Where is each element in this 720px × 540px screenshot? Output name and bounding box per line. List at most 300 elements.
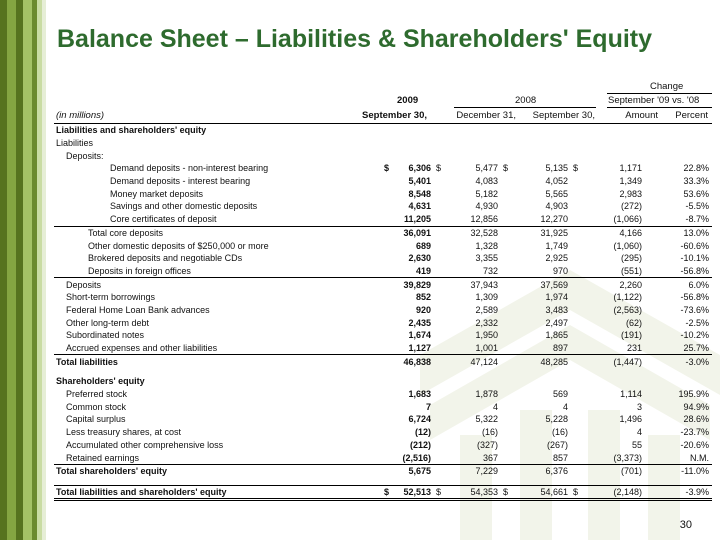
value-cell: 920 <box>415 304 431 315</box>
value-cell: 857 <box>552 452 568 463</box>
value-cell: 732 <box>482 265 498 276</box>
table-row <box>54 149 712 162</box>
value-cell: 2,332 <box>475 317 498 328</box>
value-cell <box>394 149 434 162</box>
value-cell: 8,548 <box>408 188 431 199</box>
table-row <box>54 342 712 355</box>
table-row <box>54 226 712 239</box>
value-cell: 4,166 <box>583 226 645 239</box>
currency-symbol <box>571 464 583 477</box>
currency-symbol <box>382 149 394 162</box>
currency-symbol <box>434 265 446 278</box>
value-cell <box>645 137 712 150</box>
value-cell: 897 <box>552 343 568 354</box>
row-label: Core certificates of deposit <box>110 214 217 225</box>
value-cell: 39,829 <box>394 278 434 291</box>
table-row <box>54 426 712 439</box>
currency-symbol <box>571 187 583 200</box>
value-cell: 1,171 <box>619 163 642 174</box>
currency-symbol <box>434 329 446 342</box>
value-cell: -23.7% <box>680 427 709 438</box>
value-cell: 32,528 <box>446 226 501 239</box>
currency-symbol <box>571 137 583 150</box>
currency-symbol <box>382 375 394 388</box>
value-cell <box>394 375 434 388</box>
table-header <box>54 80 712 124</box>
table-row <box>54 485 712 500</box>
header-percent: Percent <box>675 110 708 121</box>
value-cell <box>446 149 501 162</box>
value-cell: 31,925 <box>513 226 571 239</box>
stripe <box>16 0 23 540</box>
table-row <box>54 252 712 265</box>
table-row <box>54 464 712 477</box>
currency-symbol <box>501 316 513 329</box>
value-cell: 1,683 <box>408 389 431 400</box>
currency-symbol <box>501 342 513 355</box>
value-cell <box>645 149 712 162</box>
value-cell: (2,563) <box>613 304 642 315</box>
currency-symbol <box>571 439 583 452</box>
value-cell: (2,148) <box>583 485 645 500</box>
value-cell: (272) <box>620 201 642 212</box>
table-row <box>54 200 712 213</box>
currency-symbol <box>501 137 513 150</box>
value-cell: 1,674 <box>408 330 431 341</box>
row-label: Retained earnings <box>66 452 140 463</box>
value-cell <box>394 124 434 137</box>
header-amount: Amount <box>625 110 658 121</box>
value-cell: 4,631 <box>408 201 431 212</box>
row-label: Demand deposits - non-interest bearing <box>110 163 269 174</box>
value-cell: 33.3% <box>683 176 709 187</box>
value-cell: 22.8% <box>683 163 709 174</box>
table-row <box>54 400 712 413</box>
value-cell: 6,376 <box>513 464 571 477</box>
value-cell: 1,001 <box>475 343 498 354</box>
value-cell: 1,349 <box>619 176 642 187</box>
row-label: Total core deposits <box>54 226 382 239</box>
value-cell: 6,306 <box>408 163 431 174</box>
currency-symbol <box>501 278 513 291</box>
currency-symbol <box>501 464 513 477</box>
value-cell: (62) <box>625 317 642 328</box>
header-year-2008: 2008 <box>515 95 537 106</box>
row-label: Capital surplus <box>66 414 126 425</box>
currency-symbol <box>382 400 394 413</box>
value-cell <box>513 124 571 137</box>
value-cell <box>583 375 645 388</box>
value-cell: 3 <box>636 401 642 412</box>
value-cell: 28.6% <box>683 414 709 425</box>
value-cell: (191) <box>620 330 642 341</box>
value-cell: -56.8% <box>680 265 709 276</box>
header-sep30-2009: September 30, <box>362 110 427 121</box>
currency-symbol <box>571 278 583 291</box>
currency-symbol <box>382 439 394 452</box>
currency-symbol <box>501 213 513 226</box>
currency-symbol <box>434 124 446 137</box>
table-row <box>54 439 712 452</box>
currency-symbol: $ <box>434 485 446 500</box>
currency-symbol <box>501 226 513 239</box>
value-cell: 5,182 <box>475 188 498 199</box>
currency-symbol: $ <box>573 163 579 174</box>
value-cell: (16) <box>551 427 568 438</box>
value-cell: 1,114 <box>620 389 642 400</box>
value-cell: -2.5% <box>685 317 709 328</box>
row-label: Total liabilities and shareholders' equity <box>54 485 382 500</box>
currency-symbol <box>501 200 513 213</box>
currency-symbol <box>382 278 394 291</box>
value-cell: (3,373) <box>613 452 642 463</box>
header-year-2009: 2009 <box>397 95 419 106</box>
currency-symbol <box>434 239 446 252</box>
table-row <box>54 278 712 291</box>
value-cell: 2,589 <box>475 304 498 315</box>
currency-symbol <box>382 175 394 188</box>
currency-symbol: $ <box>382 485 394 500</box>
currency-symbol <box>382 124 394 137</box>
value-cell <box>513 137 571 150</box>
value-cell: (16) <box>481 427 498 438</box>
value-cell: 94.9% <box>683 401 709 412</box>
row-label: Shareholders' equity <box>56 376 145 387</box>
table-row <box>54 329 712 342</box>
value-cell <box>394 137 434 150</box>
balance-sheet-table <box>54 80 712 501</box>
currency-symbol <box>501 439 513 452</box>
currency-symbol <box>501 252 513 265</box>
value-cell: -56.8% <box>680 292 709 303</box>
value-cell: 4,930 <box>475 201 498 212</box>
table-row <box>54 304 712 317</box>
value-cell: 54,661 <box>513 485 571 500</box>
value-cell: (551) <box>620 265 642 276</box>
row-label: Deposits: <box>66 150 104 161</box>
currency-symbol <box>434 278 446 291</box>
table-row <box>54 355 712 368</box>
currency-symbol <box>434 439 446 452</box>
currency-symbol <box>501 304 513 317</box>
value-cell <box>446 375 501 388</box>
decorative-stripes <box>0 0 46 540</box>
currency-symbol <box>501 400 513 413</box>
value-cell: 6.0% <box>645 278 712 291</box>
value-cell: 12,856 <box>470 214 498 225</box>
currency-symbol <box>382 388 394 401</box>
currency-symbol <box>571 388 583 401</box>
currency-symbol <box>434 400 446 413</box>
value-cell: 4,052 <box>545 176 568 187</box>
table-row <box>54 239 712 252</box>
value-cell: 1,749 <box>545 240 568 251</box>
table-row <box>54 213 712 226</box>
value-cell: -3.0% <box>645 355 712 368</box>
currency-symbol <box>434 426 446 439</box>
value-cell: 3,483 <box>545 304 568 315</box>
currency-symbol <box>434 291 446 304</box>
row-label: Common stock <box>66 401 127 412</box>
header-change: Change <box>650 81 684 92</box>
value-cell: 11,205 <box>403 214 431 225</box>
currency-symbol <box>434 342 446 355</box>
stripe <box>42 0 46 540</box>
value-cell: -3.9% <box>645 485 712 500</box>
currency-symbol <box>571 124 583 137</box>
value-cell: 53.6% <box>683 188 709 199</box>
value-cell: 48,285 <box>513 355 571 368</box>
value-cell: 52,513 <box>394 485 434 500</box>
value-cell: 195.9% <box>678 389 709 400</box>
row-label: Money market deposits <box>110 188 204 199</box>
currency-symbol <box>382 226 394 239</box>
currency-symbol <box>434 252 446 265</box>
currency-symbol <box>434 149 446 162</box>
currency-symbol <box>501 149 513 162</box>
currency-symbol <box>382 355 394 368</box>
value-cell: 13.0% <box>645 226 712 239</box>
value-cell: (1,066) <box>613 214 642 225</box>
currency-symbol <box>434 316 446 329</box>
stripe <box>7 0 16 540</box>
value-cell: 1,328 <box>475 240 498 251</box>
row-label: Subordinated notes <box>66 330 145 341</box>
header-rule <box>607 107 712 108</box>
currency-symbol: $ <box>501 485 513 500</box>
currency-symbol <box>434 200 446 213</box>
value-cell: 1,127 <box>408 343 431 354</box>
table-row <box>54 368 712 375</box>
currency-symbol <box>571 413 583 426</box>
value-cell <box>583 149 645 162</box>
row-label: Deposits <box>54 278 382 291</box>
currency-symbol <box>501 239 513 252</box>
value-cell: -10.1% <box>680 253 709 264</box>
value-cell: 25.7% <box>683 343 709 354</box>
row-label: Preferred stock <box>66 389 128 400</box>
value-cell: 12,270 <box>540 214 568 225</box>
currency-symbol <box>571 265 583 278</box>
row-label: Total shareholders' equity <box>54 464 382 477</box>
currency-symbol <box>434 388 446 401</box>
value-cell: 5,477 <box>475 163 498 174</box>
value-cell: 2,925 <box>545 253 568 264</box>
currency-symbol <box>501 413 513 426</box>
currency-symbol <box>434 304 446 317</box>
currency-symbol <box>571 200 583 213</box>
value-cell: 54,353 <box>446 485 501 500</box>
table-row <box>54 375 712 388</box>
currency-symbol <box>382 464 394 477</box>
spacer-cell <box>54 368 712 375</box>
currency-symbol <box>501 329 513 342</box>
currency-symbol <box>571 304 583 317</box>
currency-symbol <box>382 252 394 265</box>
table-row <box>54 413 712 426</box>
row-label: Accrued expenses and other liabilities <box>66 343 218 354</box>
value-cell <box>446 124 501 137</box>
currency-symbol: $ <box>571 485 583 500</box>
header-dec31-2008: December 31, <box>456 110 516 121</box>
value-cell: 1,309 <box>475 292 498 303</box>
value-cell: 37,569 <box>513 278 571 291</box>
currency-symbol: $ <box>384 163 390 174</box>
currency-symbol <box>571 316 583 329</box>
row-label: Savings and other domestic deposits <box>110 201 258 212</box>
row-label: Deposits in foreign offices <box>88 265 191 276</box>
table-row <box>54 187 712 200</box>
table-row <box>54 291 712 304</box>
value-cell: 1,496 <box>619 414 642 425</box>
value-cell <box>513 375 571 388</box>
row-label: Accumulated other comprehensive loss <box>66 439 224 450</box>
value-cell: 970 <box>552 265 568 276</box>
value-cell: 2,497 <box>545 317 568 328</box>
currency-symbol <box>571 226 583 239</box>
currency-symbol <box>382 426 394 439</box>
row-label: Liabilities and shareholders' equity <box>56 125 207 136</box>
table-row <box>54 316 712 329</box>
value-cell: (327) <box>476 439 498 450</box>
row-label: Short-term borrowings <box>66 292 156 303</box>
currency-symbol <box>382 316 394 329</box>
currency-symbol <box>434 175 446 188</box>
table-row <box>54 265 712 278</box>
currency-symbol <box>434 375 446 388</box>
value-cell: 2,983 <box>619 188 642 199</box>
value-cell: (1,060) <box>613 240 642 251</box>
row-label: Total liabilities <box>54 355 382 368</box>
currency-symbol <box>382 304 394 317</box>
header-change-subtitle: September '09 vs. '08 <box>608 95 700 106</box>
value-cell: (1,122) <box>613 292 642 303</box>
value-cell: (2,516) <box>402 452 431 463</box>
value-cell: 419 <box>415 265 431 276</box>
currency-symbol <box>501 175 513 188</box>
currency-symbol <box>571 252 583 265</box>
table-row <box>54 388 712 401</box>
value-cell: 4 <box>492 401 498 412</box>
value-cell: 5,565 <box>545 188 568 199</box>
currency-symbol <box>571 291 583 304</box>
value-cell: 5,401 <box>408 176 431 187</box>
value-cell: 55 <box>631 439 642 450</box>
currency-symbol <box>501 355 513 368</box>
value-cell: 231 <box>626 343 642 354</box>
currency-symbol <box>571 175 583 188</box>
currency-symbol <box>501 291 513 304</box>
currency-symbol <box>571 213 583 226</box>
currency-symbol <box>434 187 446 200</box>
currency-symbol <box>501 375 513 388</box>
value-cell: 46,838 <box>394 355 434 368</box>
value-cell: (212) <box>409 439 431 450</box>
currency-symbol <box>501 451 513 464</box>
value-cell <box>583 124 645 137</box>
currency-symbol <box>571 239 583 252</box>
currency-symbol <box>382 413 394 426</box>
value-cell: 852 <box>415 292 431 303</box>
value-cell: (295) <box>620 253 642 264</box>
value-cell: 6,724 <box>408 414 431 425</box>
currency-symbol <box>382 342 394 355</box>
value-cell <box>513 149 571 162</box>
currency-symbol <box>501 426 513 439</box>
value-cell: 37,943 <box>446 278 501 291</box>
currency-symbol <box>434 355 446 368</box>
value-cell: -60.6% <box>680 240 709 251</box>
currency-symbol <box>571 400 583 413</box>
value-cell: -10.2% <box>680 330 709 341</box>
currency-symbol <box>382 187 394 200</box>
currency-symbol <box>382 239 394 252</box>
header-bottom-rule <box>54 123 712 124</box>
value-cell: 47,124 <box>446 355 501 368</box>
currency-symbol <box>501 187 513 200</box>
value-cell: -20.6% <box>680 439 709 450</box>
row-label: Demand deposits - interest bearing <box>110 176 251 187</box>
value-cell: 3,355 <box>475 253 498 264</box>
currency-symbol <box>382 451 394 464</box>
header-rule <box>607 93 712 94</box>
currency-symbol <box>382 329 394 342</box>
value-cell: -73.6% <box>680 304 709 315</box>
currency-symbol <box>382 265 394 278</box>
value-cell: 4 <box>562 401 568 412</box>
value-cell: N.M. <box>690 452 709 463</box>
value-cell: 2,630 <box>408 253 431 264</box>
currency-symbol <box>571 355 583 368</box>
value-cell <box>645 124 712 137</box>
currency-symbol <box>434 213 446 226</box>
value-cell <box>583 137 645 150</box>
value-cell: (701) <box>583 464 645 477</box>
table-row <box>54 162 712 175</box>
currency-symbol <box>571 149 583 162</box>
value-cell: 1,878 <box>475 389 498 400</box>
currency-symbol <box>434 137 446 150</box>
value-cell: 1,974 <box>545 292 568 303</box>
value-cell: 569 <box>552 389 568 400</box>
header-rule <box>454 107 596 108</box>
page-number: 30 <box>679 519 692 531</box>
value-cell: 7 <box>425 401 431 412</box>
data-table <box>54 124 712 501</box>
currency-symbol <box>382 213 394 226</box>
value-cell: 5,675 <box>394 464 434 477</box>
currency-symbol: $ <box>436 163 442 174</box>
currency-symbol <box>571 426 583 439</box>
header-sep30-2008: September 30, <box>532 110 595 121</box>
currency-symbol <box>434 451 446 464</box>
table-row <box>54 478 712 486</box>
table-row <box>54 175 712 188</box>
spacer-cell <box>54 478 712 486</box>
value-cell: 367 <box>482 452 498 463</box>
currency-symbol <box>571 451 583 464</box>
value-cell: 36,091 <box>394 226 434 239</box>
table-row <box>54 137 712 150</box>
value-cell: -5.5% <box>685 201 709 212</box>
currency-symbol <box>382 200 394 213</box>
value-cell: 2,260 <box>583 278 645 291</box>
row-label: Less treasury shares, at cost <box>66 427 182 438</box>
currency-symbol <box>571 329 583 342</box>
currency-symbol <box>501 265 513 278</box>
value-cell: 7,229 <box>446 464 501 477</box>
currency-symbol <box>434 226 446 239</box>
